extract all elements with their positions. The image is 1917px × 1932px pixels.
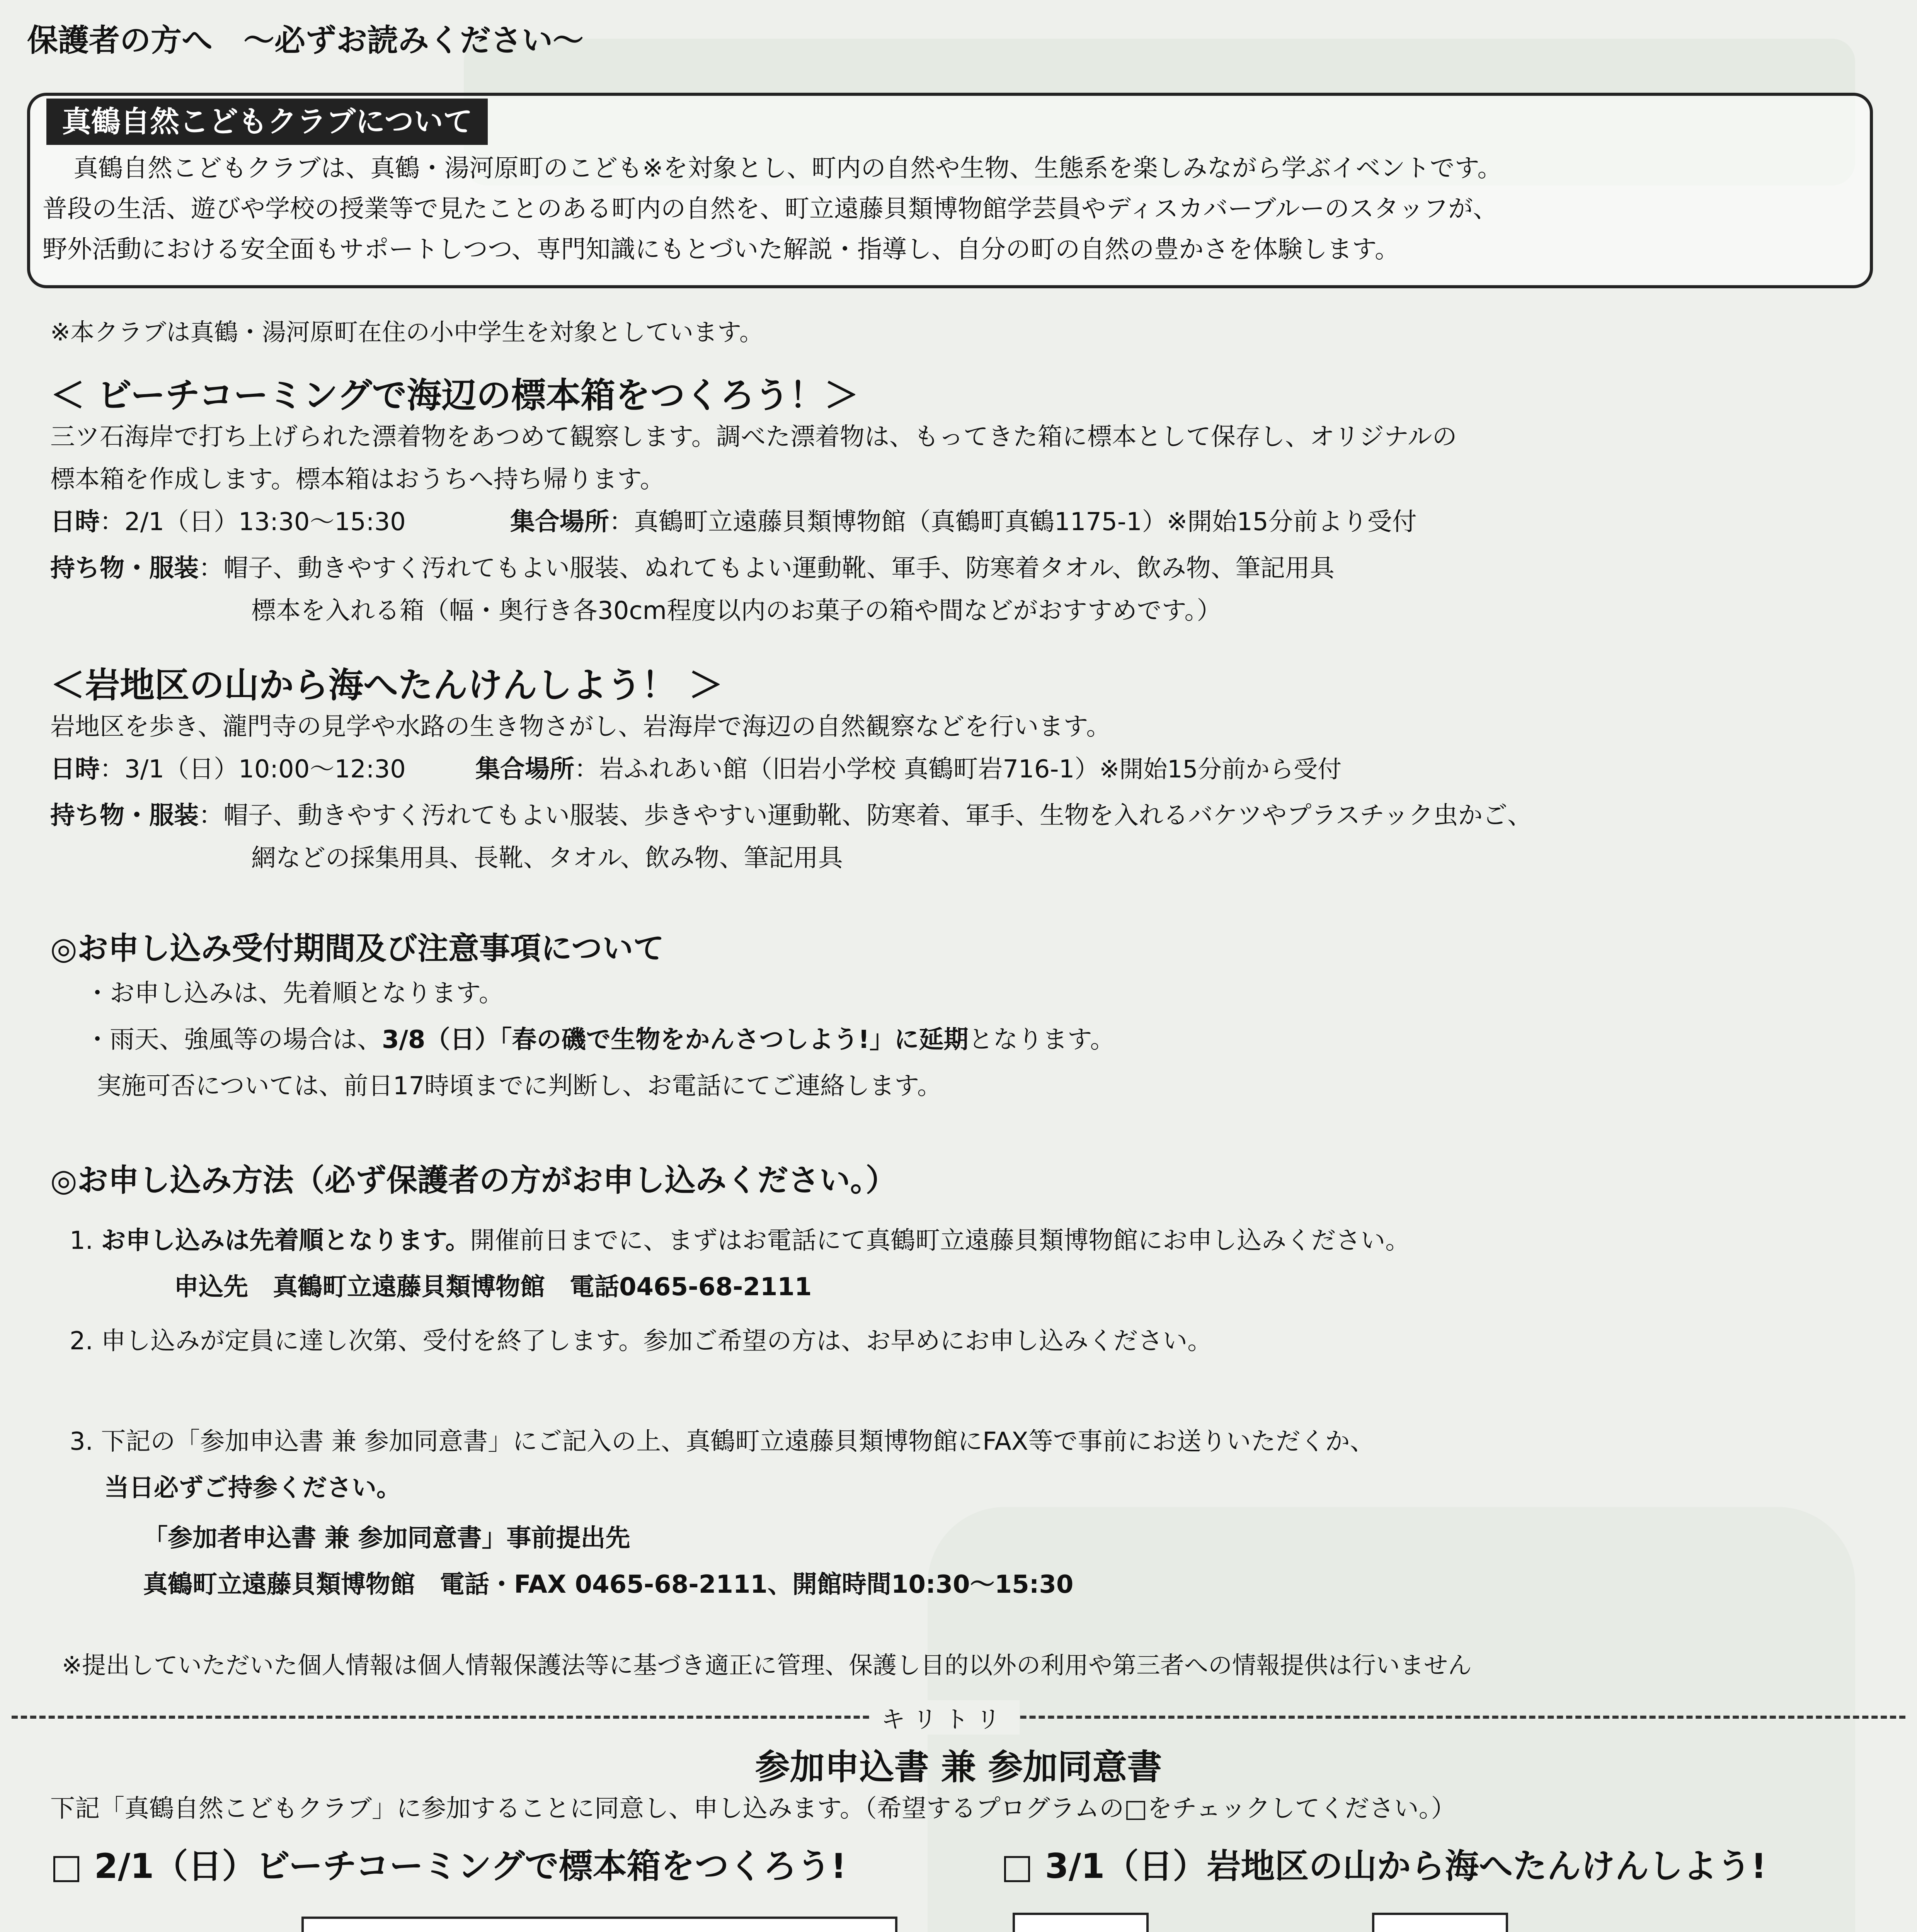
notice-line: ・お申し込みは、先着順となります。 [85, 979, 504, 1008]
place-note: ※開始15分前から受付 [1099, 755, 1342, 783]
step-num: 1. [70, 1226, 94, 1255]
date-value: ：2/1（日）13:30～15:30 [100, 508, 406, 536]
step-text: 開催前日までに、まずはお電話にて真鶴町立遠藤貝類博物館にお申し込みください。 [470, 1226, 1410, 1255]
furigana-label [116, 1928, 221, 1932]
apply-step1 [70, 1221, 1410, 1260]
apply-step2: 2. 申し込みが定員に達し次第、受付を終了します。参加ご希望の方は、お早めにお申し込みください。 [70, 1327, 1212, 1355]
apply-title: ◎お申し込み方法（必ず保護者の方がお申し込みください。） [50, 1162, 897, 1198]
event1-desc: 標本箱を作成します。標本箱はおうちへ持ち帰ります。 [50, 465, 665, 494]
apply-submit-label: 「参加者申込書 兼 参加同意書」事前提出先 [143, 1524, 630, 1553]
cut-label: キリトリ [870, 1700, 1020, 1735]
event2-items: 網などの採集用具、長靴、タオル、飲み物、筆記用具 [251, 844, 843, 872]
page-header: 保護者の方へ ～必ずお読みください～ [27, 22, 584, 58]
event1-items [50, 549, 1335, 588]
event1-place [510, 502, 1417, 542]
event2-date [50, 750, 406, 789]
program-option-2[interactable]: □ 3/1（日）岩地区の山から海へたんけんしよう! [1001, 1846, 1767, 1886]
notice-line [85, 1020, 1115, 1060]
event2-desc: 岩地区を歩き、瀧門寺の見学や水路の生き物さがし、岩海岸で海辺の自然観察などを行います。 [50, 713, 1111, 741]
place-value: ：真鶴町立遠藤貝類博物館（真鶴町真鶴1175-1）※開始15分前より受付 [609, 508, 1417, 536]
form-intro: 下記「真鶴自然こどもクラブ」に参加することに同意し、申し込みます。（希望するプログラムの□をチェックしてください。） [50, 1794, 1456, 1823]
event2-place [475, 750, 1342, 789]
notice-text: となります。 [968, 1026, 1115, 1054]
intro-line: 真鶴自然こどもクラブは、真鶴・湯河原町のこども※を対象とし、町内の自然や生物、生態系を楽しみながら学ぶイベントです。 [73, 154, 1502, 183]
place-label: 集合場所 [475, 755, 574, 784]
intro-line: 野外活動における安全面もサポートしつつ、専門知識にもとづいた解説・指導し、自分の町の自然の豊かさを体験します。 [43, 235, 1400, 264]
items-value: ：帽子、動きやすく汚れてもよい服装、歩きやすい運動靴、防寒着、軍手、生物を入れるバケツやプラスチック虫かご、 [199, 801, 1532, 830]
intro-line: 普段の生活、遊びや学校の授業等で見たことのある町内の自然を、町立遠藤貝類博物館学芸員やディスカバーブルーのスタッフが、 [43, 195, 1498, 223]
intro-tag: 真鶴自然こどもクラブについて [46, 99, 488, 145]
apply-contact: 申込先 真鶴町立遠藤貝類博物館 電話0465-68-2111 [174, 1273, 812, 1301]
event1-items: 標本を入れる箱（幅・奥行き各30cm程度以内のお菓子の箱や間などがおすすめです。） [251, 597, 1222, 625]
date-label: 日時 [50, 508, 100, 536]
date-label: 日時 [50, 755, 100, 784]
event1-title: ＜ ビーチコーミングで海辺の標本箱をつくろう！＞ [50, 375, 859, 416]
event2-items [50, 796, 1532, 835]
notice-postpone: 3/8（日）「春の磯で生物をかんさつしよう!」に延期 [382, 1026, 969, 1054]
event2-title: ＜岩地区の山から海へたんけんしよう！ ＞ [50, 665, 724, 706]
event1-date [50, 502, 406, 542]
step-bold: お申し込みは先着順となります。 [101, 1226, 470, 1255]
apply-step3-bring: 当日必ずご持参ください。 [104, 1474, 401, 1502]
place-label: 集合場所 [510, 508, 609, 536]
items-label: 持ち物・服装 [50, 801, 199, 830]
privacy-note: ※提出していただいた個人情報は個人情報保護法等に基づき適正に管理、保護し目的以外の利用や第三者への情報提供は行いません [62, 1651, 1472, 1679]
notice-text: ・雨天、強風等の場合は、 [85, 1026, 382, 1054]
items-value: ：帽子、動きやすく汚れてもよい服装、ぬれてもよい運動靴、軍手、防寒着タオル、飲み物、筆記用具 [199, 554, 1335, 583]
place-value: ：岩ふれあい館（旧岩小学校 真鶴町岩716-1） [574, 755, 1100, 784]
intro-note: ※本クラブは真鶴・湯河原町在住の小中学生を対象としています。 [50, 318, 763, 346]
items-label: 持ち物・服装 [50, 554, 199, 583]
notice-line: 実施可否については、前日17時頃までに判断し、お電話にてご連絡します。 [97, 1072, 942, 1100]
event1-desc: 三ツ石海岸で打ち上げられた漂着物をあつめて観察します。調べた漂着物は、もってきた箱に標本として保存し、オリジナルの [50, 423, 1457, 451]
age-field[interactable] [1372, 1913, 1508, 1932]
date-value: ：3/1（日）10:00～12:30 [100, 755, 406, 784]
program-option-1[interactable]: □ 2/1（日）ビーチコーミングで標本箱をつくろう! [50, 1846, 846, 1886]
participant-name-field[interactable] [301, 1917, 897, 1932]
apply-submit-info: 真鶴町立遠藤貝類博物館 電話・FAX 0465-68-2111、開館時間10:30～15:30 [143, 1570, 1074, 1599]
notice-title: ◎お申し込み受付期間及び注意事項について [50, 930, 664, 966]
apply-step3: 3. 下記の「参加申込書 兼 参加同意書」にご記入の上、真鶴町立遠藤貝類博物館にFAX等で事前にお送りいただくか、 [70, 1427, 1375, 1456]
form-title: 参加申込書 兼 参加同意書 [755, 1747, 1162, 1787]
grade-field[interactable] [1013, 1913, 1149, 1932]
